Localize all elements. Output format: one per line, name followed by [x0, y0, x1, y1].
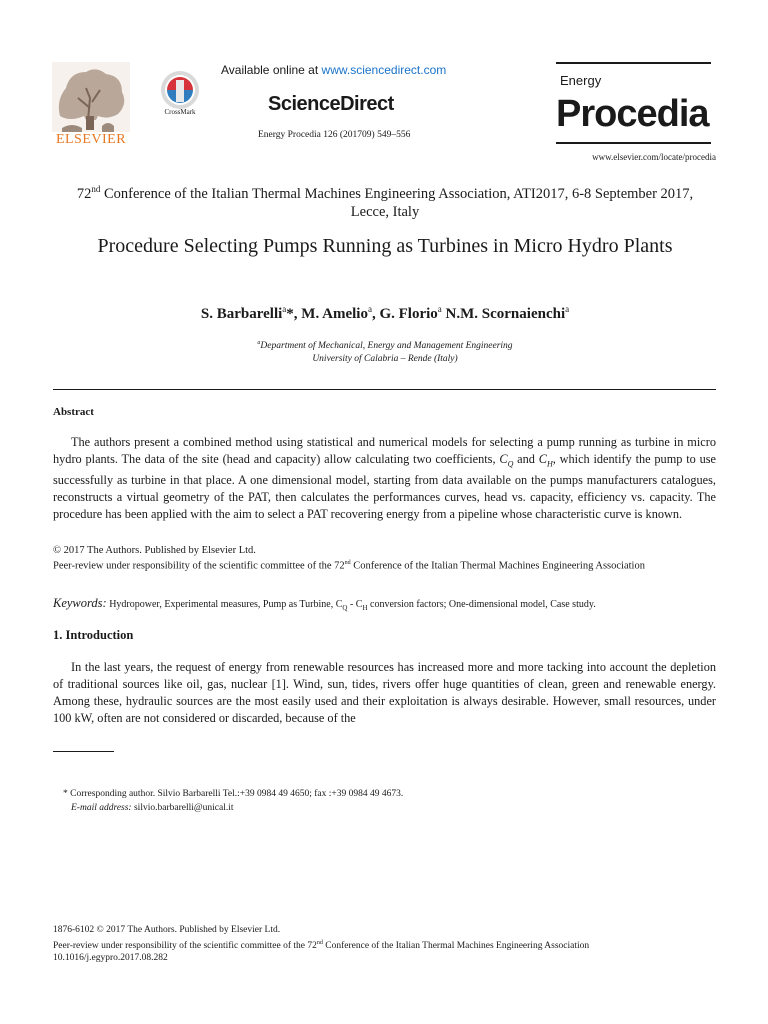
page-footer	[53, 924, 716, 965]
conference-line	[60, 180, 710, 221]
author-separator: ,	[371, 306, 380, 322]
abstract-body	[53, 434, 716, 523]
author-name: N.M. Scornaienchi	[445, 306, 566, 322]
introduction-heading: 1. Introduction	[53, 628, 134, 642]
sciencedirect-link[interactable]: www.sciencedirect.com	[321, 63, 447, 77]
copyright-line: © 2017 The Authors. Published by Elsevier Ltd.	[53, 545, 256, 556]
author-list	[60, 304, 710, 323]
author-affil-sup: a	[437, 304, 442, 314]
author-name: M. Amelio	[301, 306, 368, 322]
section-divider	[53, 389, 716, 390]
paper-title: Procedure Selecting Pumps Running as Turbines in Micro Hydro Plants	[97, 235, 673, 257]
peer-review-suffix: Conference of the Italian Thermal Machines Engineering Association	[350, 560, 645, 572]
email-label: E-mail address:	[71, 803, 132, 813]
affiliation-dept: Department of Mechanical, Energy and Management Engineering	[260, 341, 513, 352]
conference-number: 72	[76, 185, 92, 202]
corresponding-author: * Corresponding author. Silvio Barbarelli Tel.:+39 0984 49 4650; fax :+39 0984 49 4673.	[63, 789, 404, 799]
author-name: G. Florio	[379, 306, 438, 322]
conference-text: Conference of the Italian Thermal Machines Engineering Association, ATI2017, 6-8 September 2017, Lecce, Italy	[100, 185, 694, 220]
author-name: S. Barbarelli	[200, 306, 283, 322]
keywords-text-2: conversion factors; One-dimensional model, Case study.	[367, 599, 596, 610]
peer-review-sup: nd	[344, 560, 351, 566]
author-separator: *,	[286, 306, 302, 322]
elsevier-wordmark: ELSEVIER	[55, 132, 127, 147]
abstract-heading: Abstract	[53, 406, 94, 418]
available-online-line	[221, 63, 446, 77]
journal-rule-bottom	[556, 142, 711, 144]
journal-name-large: Procedia	[556, 93, 709, 135]
email-address[interactable]: silvio.barbarelli@unical.it	[131, 803, 234, 813]
ch-symbol: C	[538, 452, 547, 466]
keywords-dash: - C	[347, 599, 363, 610]
email-line	[63, 801, 713, 815]
conference-ordinal: nd	[91, 184, 101, 194]
keywords-sub-h: H	[362, 604, 368, 612]
footer-peer-sup: nd	[316, 939, 323, 946]
footnote-rule	[53, 751, 114, 752]
available-online-prefix: Available online at	[221, 63, 322, 77]
affiliation-line-2: University of Calabria – Rende (Italy)	[312, 354, 458, 365]
footer-peer-review	[53, 937, 716, 953]
journal-name-small: Energy	[560, 73, 602, 88]
copyright-notice	[53, 544, 716, 573]
affiliation	[60, 337, 710, 366]
keywords	[53, 596, 716, 612]
issn-line: 1876-6102 © 2017 The Authors. Published by Elsevier Ltd.	[53, 925, 281, 935]
author-affil-sup: a	[565, 304, 570, 314]
journal-reference: Energy Procedia 126 (201709) 549–556	[258, 130, 411, 140]
keywords-sub-q: Q	[342, 604, 348, 612]
abstract-text-1: The authors present a combined method using statistical and numerical models for selecting a pump running as turbine in micro hydro plants. The data of the site (head and capacity) allow calculating two coefficients,	[53, 435, 716, 466]
author-affil-sup: a	[367, 304, 372, 314]
sciencedirect-brand: ScienceDirect	[268, 93, 394, 115]
ch-subscript: H	[546, 459, 553, 469]
journal-rule-top	[556, 62, 711, 64]
abstract-text-2: , which identify the pump to use successfully as turbine in that place. A one dimensional model, starting from data available on the pumps manufacturers catalogues, reconstructs a virtual geometry of the PAT, then calculates the performances curves, head vs. capacity, efficiency vs. capacity. The procedure has been applied with the aim to select a PAT recovering energy from a pipeline whose characteristic curve is known.	[53, 452, 717, 522]
peer-review-line	[53, 557, 716, 573]
keywords-label: Keywords:	[53, 596, 107, 610]
footer-peer-suffix: Conference of the Italian Thermal Machines Engineering Association	[322, 940, 590, 951]
cq-subscript: Q	[507, 459, 514, 469]
introduction-body: In the last years, the request of energy from renewable resources has increased more and more tacking into account the depletion of traditional sources like oil, gas, nuclear [1]. Wind, sun, tides, rivers offer huge quantities of clean, green and renewable energy. Among these, hydraulic sources are the most easily used and their exploitation is always desirable. However, small resources, under 100 kW, often are not considered or discarded, because of the	[53, 660, 716, 725]
doi-link[interactable]: 10.1016/j.egypro.2017.08.282	[53, 953, 168, 964]
affiliation-line-1	[60, 337, 710, 353]
footer-peer-prefix: Peer-review under responsibility of the scientific committee of the 72	[53, 940, 317, 951]
abstract-and: and	[513, 452, 539, 466]
peer-review-prefix: Peer-review under responsibility of the scientific committee of the 72	[53, 560, 345, 572]
footnote	[63, 787, 713, 815]
author-affil-sup: a	[282, 304, 287, 314]
affiliation-sup: a	[257, 340, 261, 346]
journal-url-link[interactable]: www.elsevier.com/locate/procedia	[592, 152, 716, 162]
cq-symbol: C	[499, 452, 508, 466]
keywords-text-1: Hydropower, Experimental measures, Pump as Turbine, C	[106, 599, 343, 610]
crossmark-label: CrossMark	[164, 108, 196, 116]
